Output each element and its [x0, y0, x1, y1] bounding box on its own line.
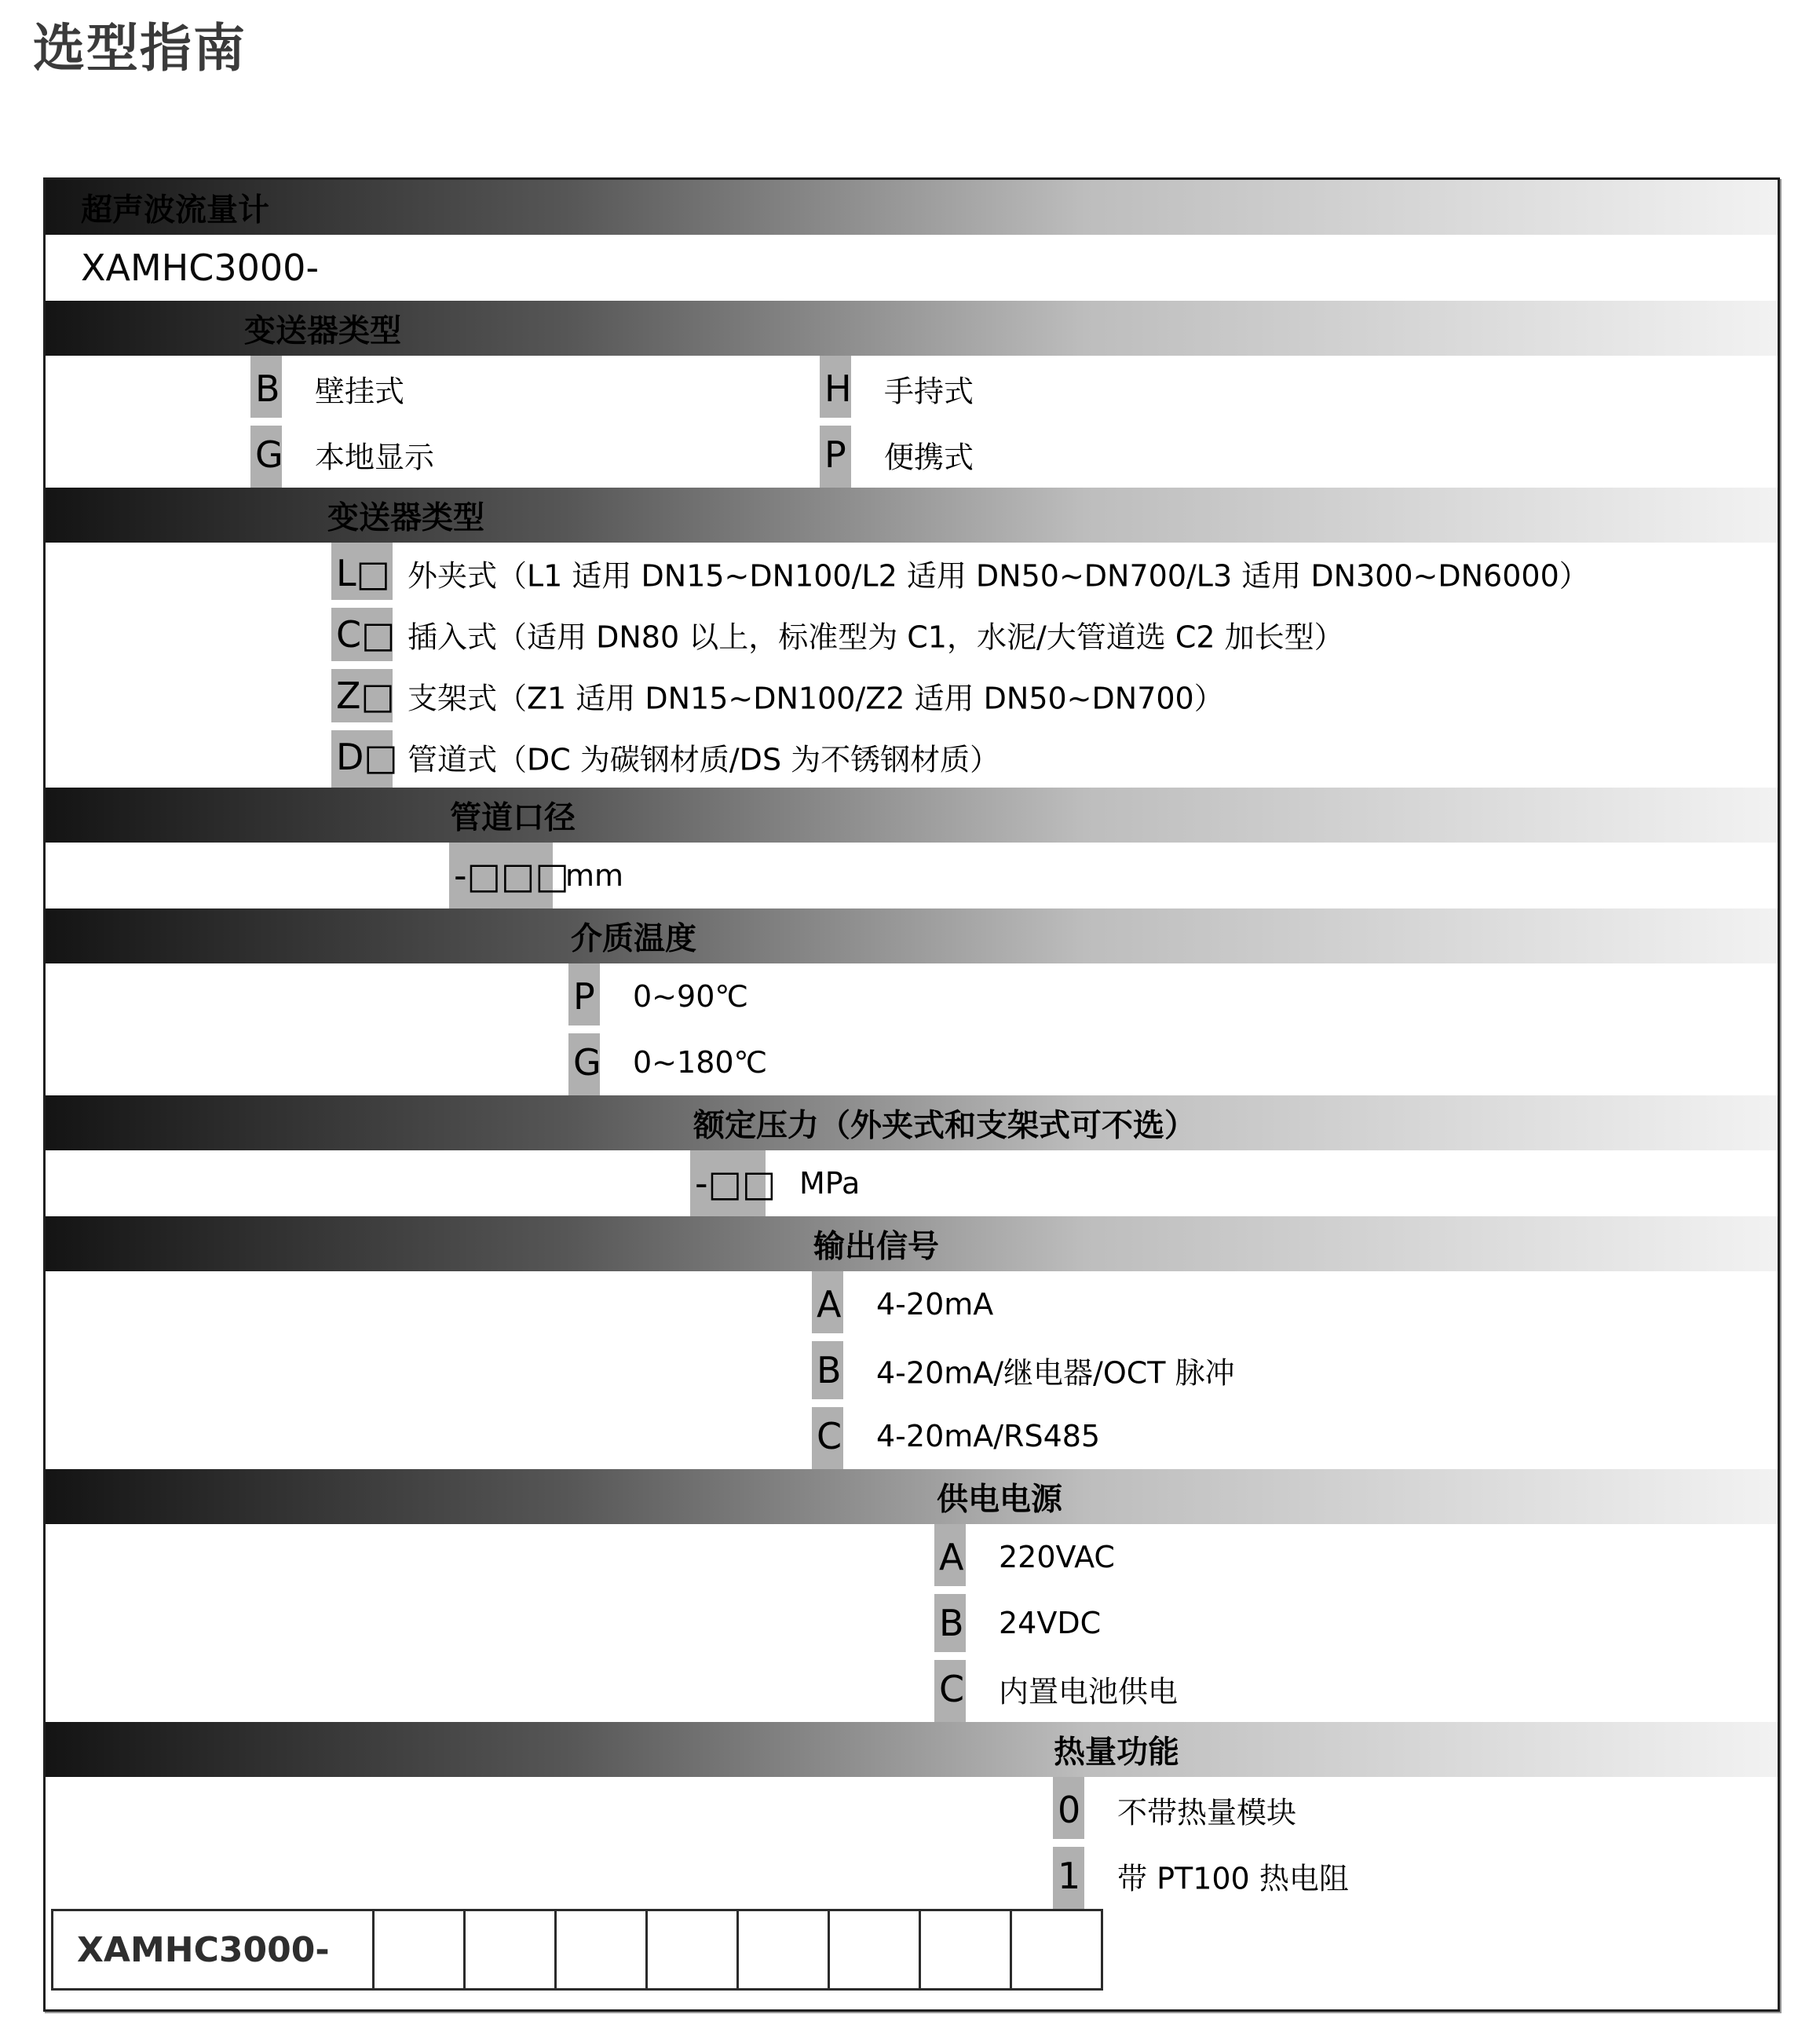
band-label: 变送器类型	[244, 313, 401, 349]
option-code: -□□	[695, 1162, 777, 1205]
band-header	[46, 1216, 1778, 1271]
order-code-blank-cell	[466, 1909, 557, 1991]
option-row	[46, 1271, 1778, 1337]
option-label: 手持式	[884, 374, 974, 409]
option-label: 不带热量模块	[1117, 1795, 1297, 1830]
option-code: D□	[336, 736, 398, 778]
option-label: mm	[565, 858, 624, 893]
option-code: C□	[336, 613, 396, 656]
band-label: 热量功能	[1054, 1734, 1179, 1771]
band-label: 输出信号	[813, 1228, 939, 1265]
option-label: 4-20mA/RS485	[876, 1419, 1101, 1453]
order-code-blank-cell	[1012, 1909, 1103, 1991]
option-row	[46, 356, 1778, 422]
selection-guide-box	[43, 177, 1780, 2012]
option-row	[46, 422, 1778, 488]
option-row	[46, 665, 1778, 726]
band-header	[46, 1469, 1778, 1524]
option-row	[46, 726, 1778, 788]
option-label: 便携式	[884, 440, 974, 475]
option-label: 24VDC	[999, 1606, 1102, 1640]
option-row	[46, 963, 1778, 1029]
option-code: H	[824, 367, 852, 410]
option-row	[46, 1150, 1778, 1216]
option-label: 带 PT100 热电阻	[1117, 1861, 1349, 1896]
option-row	[46, 1843, 1778, 1909]
band-header	[46, 301, 1778, 356]
order-code-blank-cell	[739, 1909, 830, 1991]
band-header	[46, 1095, 1778, 1150]
option-code: G	[573, 1041, 601, 1084]
band-header	[46, 488, 1778, 543]
option-row	[46, 1777, 1778, 1843]
option-label: 本地显示	[315, 440, 435, 475]
option-code: G	[255, 433, 283, 476]
band-label: 变送器类型	[327, 499, 484, 536]
order-code-blank-cell	[648, 1909, 739, 1991]
option-code: C	[817, 1415, 842, 1457]
option-label: 0~90℃	[633, 979, 749, 1014]
option-code: B	[817, 1349, 842, 1391]
option-code: C	[939, 1668, 965, 1710]
option-row	[46, 1656, 1778, 1722]
option-row	[46, 543, 1778, 604]
option-label: MPa	[799, 1166, 861, 1201]
option-code: L□	[336, 552, 391, 594]
band-label: 介质温度	[571, 920, 696, 957]
band-label: 管道口径	[450, 799, 576, 836]
option-label: 插入式（适用 DN80 以上，标准型为 C1，水泥/大管道选 C2 加长型）	[407, 620, 1344, 655]
option-label: 4-20mA/继电器/OCT 脉冲	[876, 1355, 1235, 1391]
model-prefix: XAMHC3000-	[81, 247, 320, 289]
option-row	[46, 843, 1778, 908]
option-code: P	[573, 975, 595, 1018]
band-label: 额定压力（外夹式和支架式可不选）	[693, 1107, 1196, 1144]
option-code: Z□	[336, 675, 395, 717]
option-row	[46, 235, 1778, 301]
option-label: 外夹式（L1 适用 DN15~DN100/L2 适用 DN50~DN700/L3 适用 DN300~DN6000）	[407, 558, 1589, 594]
order-code-blank-cell	[830, 1909, 921, 1991]
option-code: -□□□	[454, 854, 569, 897]
order-code-blank-cell	[921, 1909, 1012, 1991]
option-row	[46, 1590, 1778, 1656]
option-label: 220VAC	[999, 1540, 1115, 1574]
option-code: 0	[1058, 1789, 1081, 1831]
option-code: B	[939, 1602, 964, 1644]
band-label: 供电电源	[937, 1481, 1062, 1518]
option-code: B	[255, 367, 280, 410]
option-row	[46, 1524, 1778, 1590]
band-header	[46, 908, 1778, 963]
option-label: 壁挂式	[315, 374, 405, 409]
band-header	[46, 180, 1778, 235]
option-code: A	[817, 1283, 842, 1325]
order-code-prefix-cell	[51, 1909, 375, 1991]
option-row	[46, 604, 1778, 665]
option-label: 支架式（Z1 适用 DN15~DN100/Z2 适用 DN50~DN700）	[407, 681, 1224, 716]
option-label: 内置电池供电	[999, 1674, 1179, 1709]
option-code: P	[824, 433, 846, 476]
option-label: 4-20mA	[876, 1287, 994, 1322]
selection-bands	[46, 180, 1778, 1909]
page-title: 选型指南	[33, 18, 247, 79]
band-header	[46, 788, 1778, 843]
band-label: 超声波流量计	[81, 192, 269, 228]
option-row	[46, 1337, 1778, 1403]
option-label: 管道式（DC 为碳钢材质/DS 为不锈钢材质）	[407, 742, 1000, 777]
option-row	[46, 1403, 1778, 1469]
order-code-prefix: XAMHC3000-	[77, 1929, 330, 1970]
order-code-blank-cell	[375, 1909, 466, 1991]
option-code: 1	[1058, 1855, 1081, 1897]
option-label: 0~180℃	[633, 1045, 768, 1080]
option-code: A	[939, 1536, 964, 1578]
order-code-table	[51, 1909, 1778, 1991]
option-row	[46, 1029, 1778, 1095]
band-header	[46, 1722, 1778, 1777]
order-code-blank-cell	[557, 1909, 648, 1991]
